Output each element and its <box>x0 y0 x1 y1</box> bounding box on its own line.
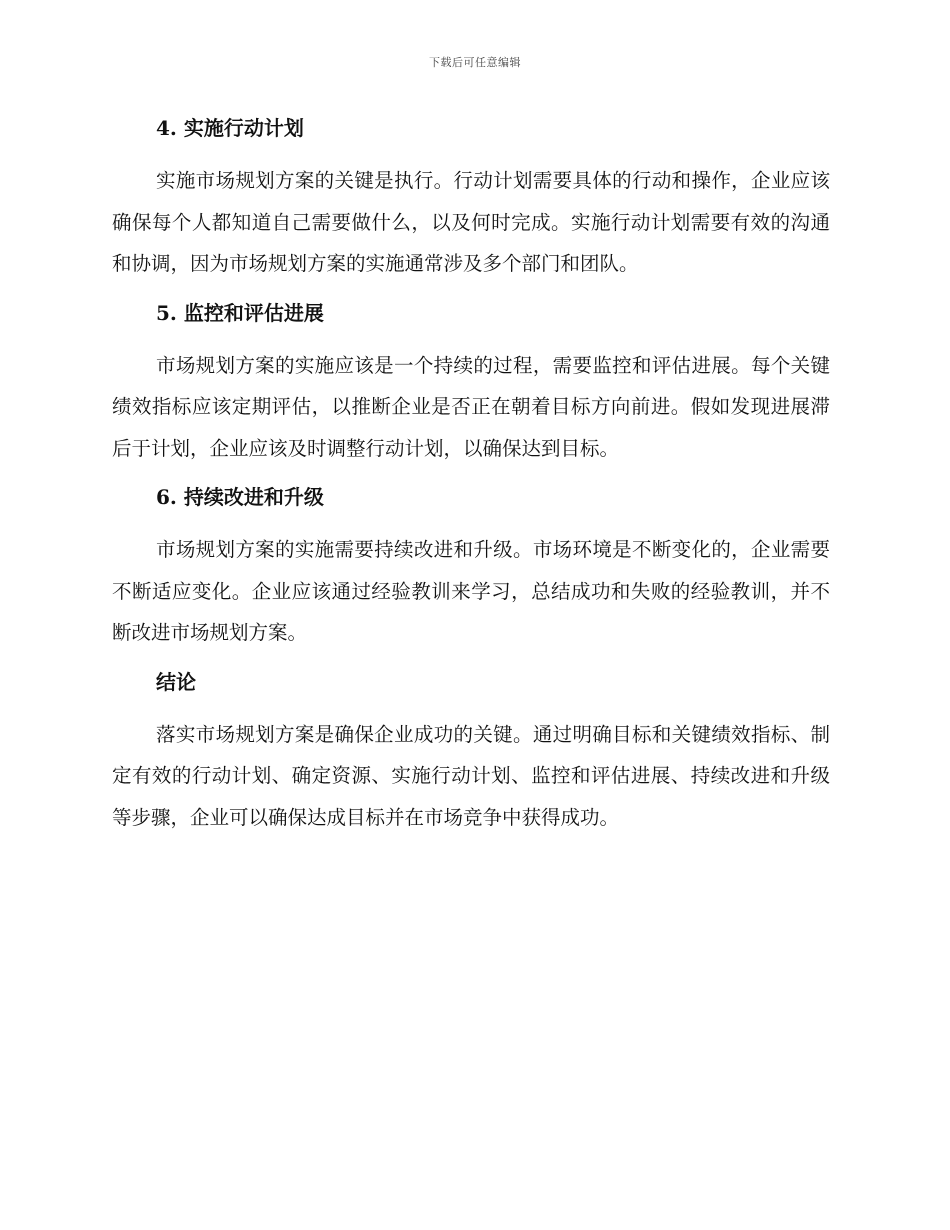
section-heading: 4. 实施行动计划 <box>156 116 304 140</box>
section-implement-action-plan <box>112 108 830 285</box>
section-paragraph: 落实市场规划方案是确保企业成功的关键。通过明确目标和关键绩效指标、制定有效的行动计划、确定资源、实施行动计划、监控和评估进展、持续改进和升级等步骤，企业可以确保达成目标并在市场竞争中获得成功。 <box>112 722 830 829</box>
section-paragraph: 市场规划方案的实施需要持续改进和升级。市场环境是不断变化的，企业需要不断适应变化。企业应该通过经验教训来学习，总结成功和失败的经验教训，并不断改进市场规划方案。 <box>112 538 830 644</box>
section-heading: 5. 监控和评估进展 <box>156 300 324 325</box>
section-continuous-improvement <box>112 477 830 654</box>
section-conclusion <box>112 662 830 839</box>
section-paragraph: 实施市场规划方案的关键是执行。行动计划需要具体的行动和操作，企业应该确保每个人都知道自己需要做什么，以及何时完成。实施行动计划需要有效的沟通和协调，因为市场规划方案的实施通常涉及多个部门和团队。 <box>112 169 830 275</box>
page-header-note: 下载后可任意编辑 <box>429 56 521 69</box>
section-monitor-evaluate <box>112 293 830 470</box>
section-heading: 结论 <box>156 669 196 694</box>
section-paragraph: 市场规划方案的实施应该是一个持续的过程，需要监控和评估进展。每个关键绩效指标应该定期评估，以推断企业是否正在朝着目标方向前进。假如发现进展滞后于计划，企业应该及时调整行动计划，以确保达到目标。 <box>112 353 830 460</box>
section-heading: 6. 持续改进和升级 <box>156 485 324 509</box>
document-body <box>112 108 830 846</box>
